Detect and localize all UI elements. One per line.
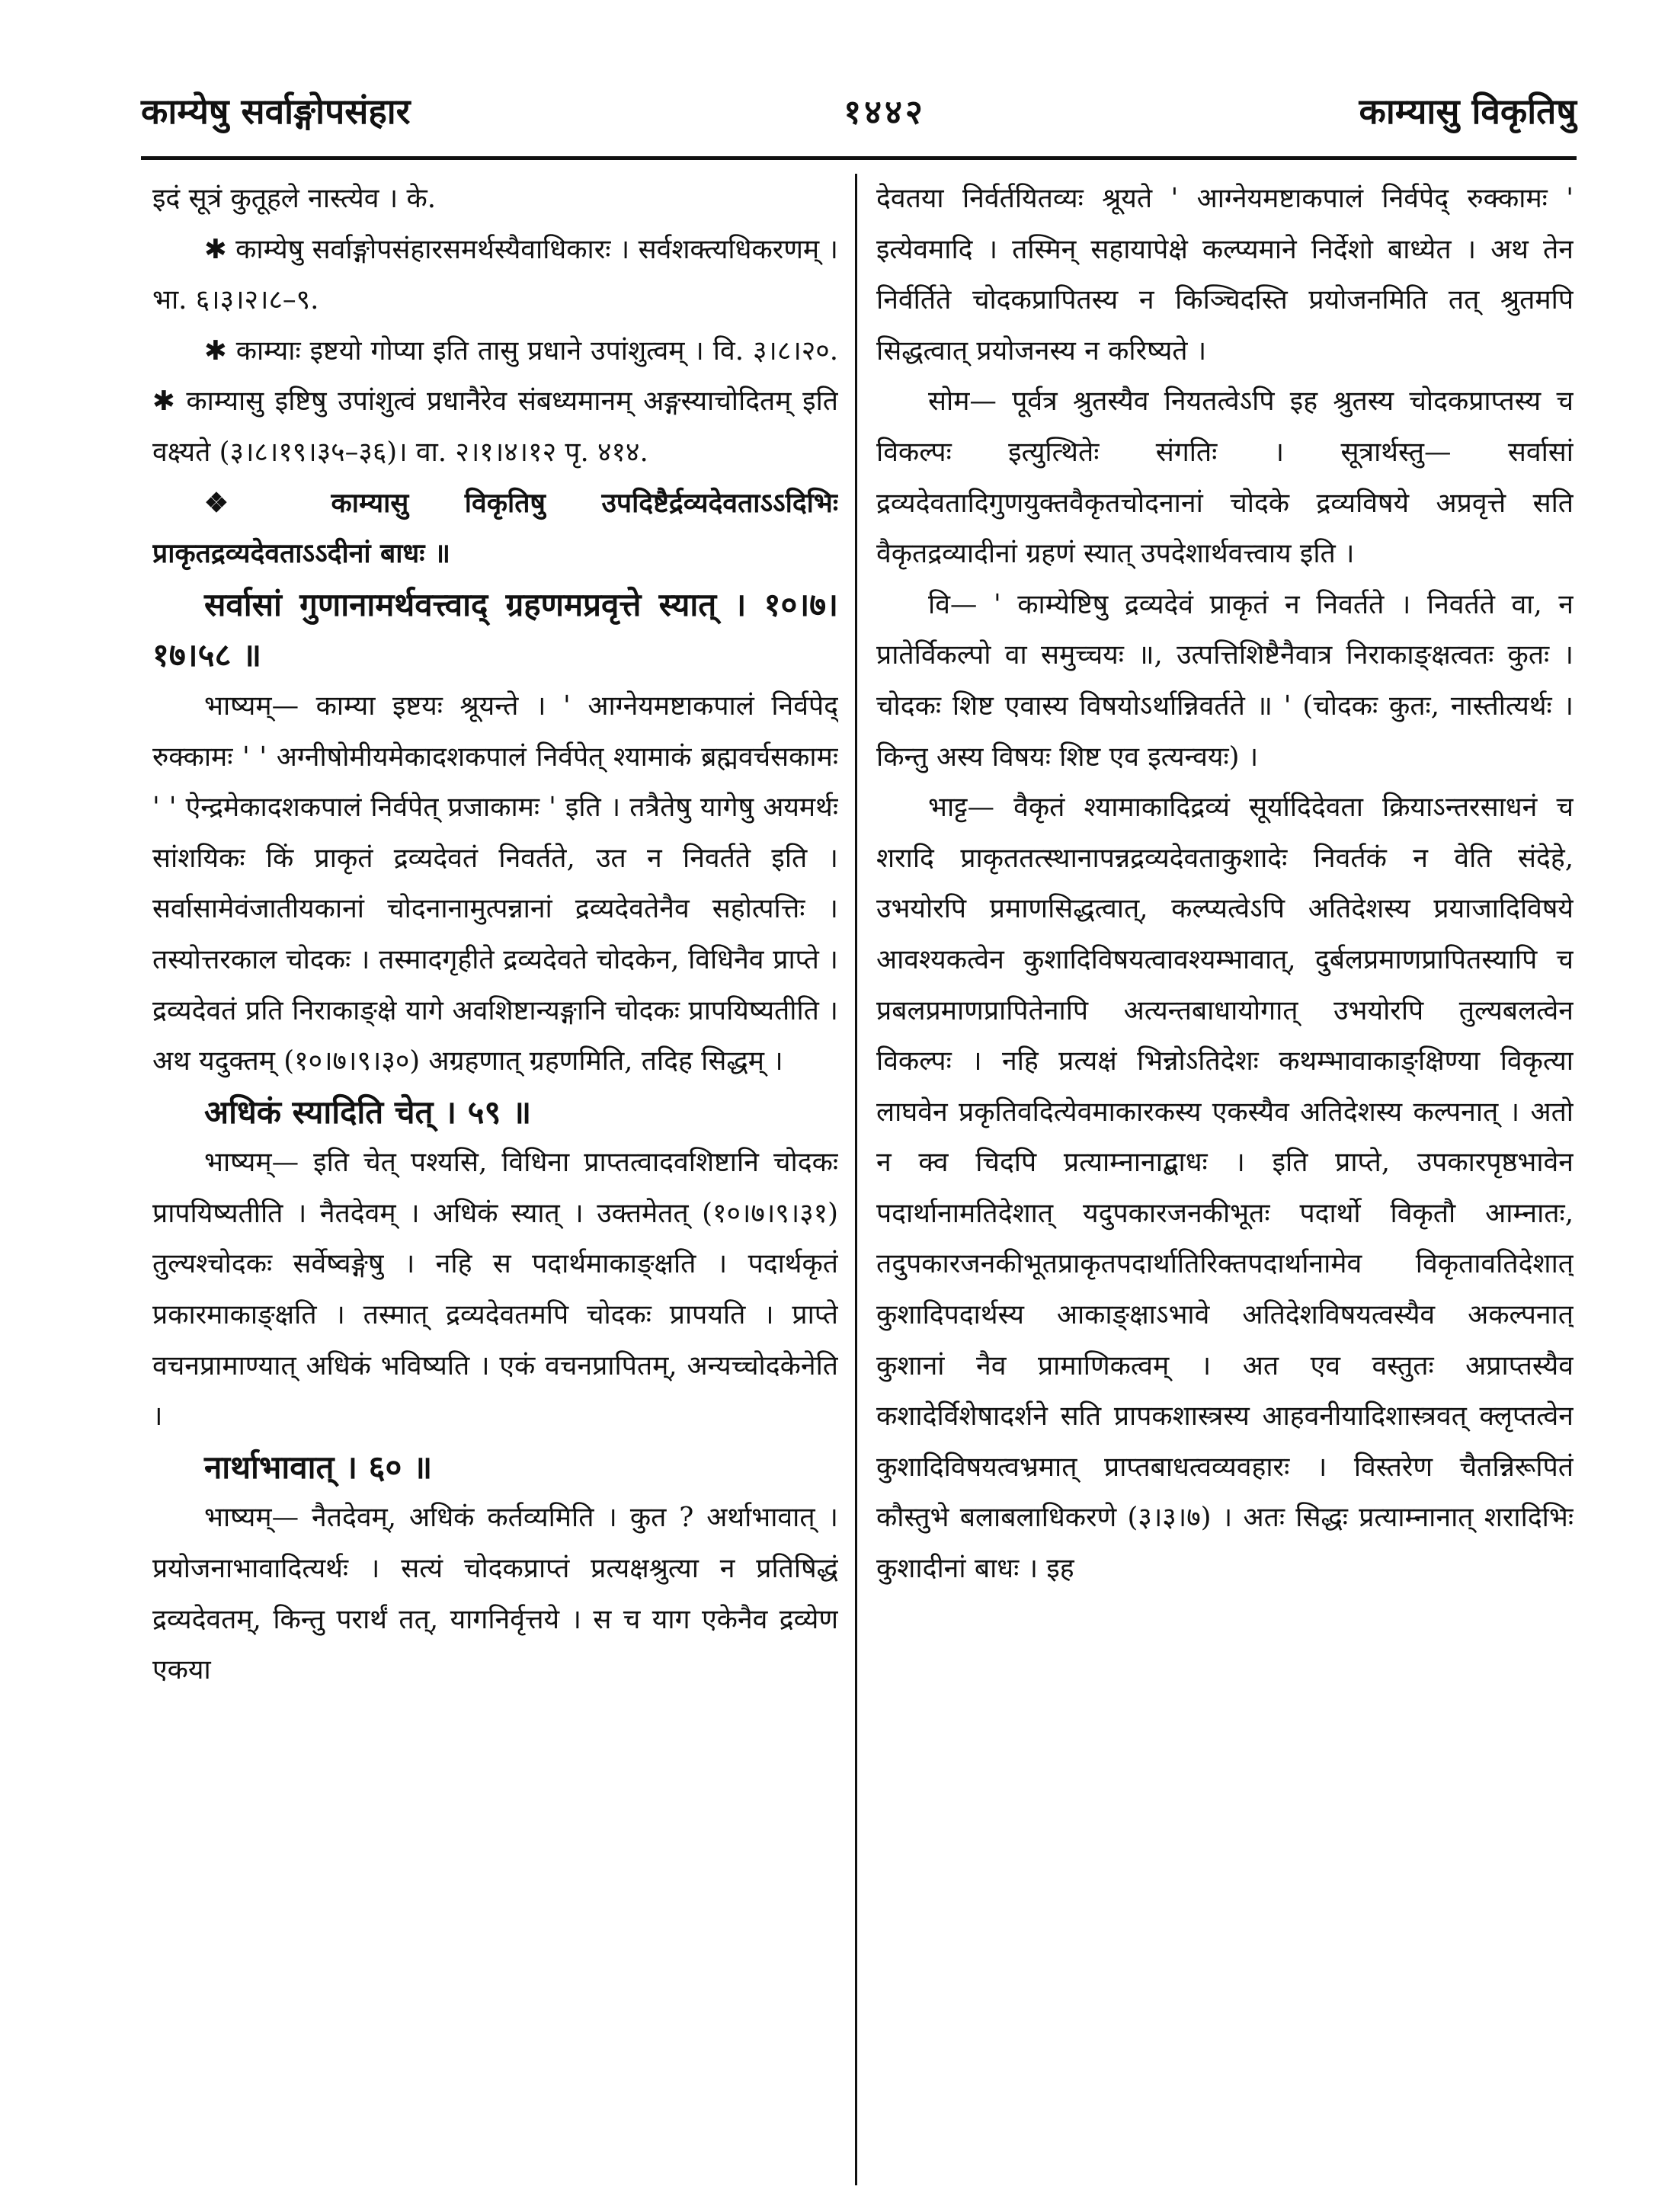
column-divider (855, 174, 857, 2185)
sutra: अधिकं स्यादिति चेत् । ५९ ॥ (204, 1093, 532, 1131)
page-number: १४४२ (844, 93, 926, 132)
adhikarana-heading: ❖ काम्यासु विकृतिषु उपदिष्टैर्द्रव्यदेवताऽऽदिभिः प्राकृतद्रव्यदेवताऽऽदीनां बाधः ॥ (152, 487, 838, 570)
bhashya: भाष्यम्— काम्या इष्टयः श्रूयन्ते । ' आग्नेयमष्टाकपालं निर्वपेद् रुक्कामः ' ' अग्नीषोमीयमेकादशकपालं निर्वपेत् श्यामाकं ब्रह्मवर्चसकामः ' ' ऐन्द्रमेकादशकपालं निर्वपेत् प्रजाकामः ' इति । तत्रैतेषु यागेषु अयमर्थः सांशयिकः किं प्राकृतं द्रव्यदेवतं निवर्तते, उत न निवर्तते इति । सर्वासामेवंजातीयकानां चोदनानामुत्पन्नानां द्रव्यदेवतेनैव सहोत्पत्तिः । तस्योत्तरकाल चोदकः । तस्मादगृहीते द्रव्यदेवते चोदकेन, विधिनैव प्राप्ते । द्रव्यदेवतं प्रति निराकाङ्क्षे यागे अवशिष्टान्यङ्गानि चोदकः प्रापयिष्यतीति । अथ यदुक्तम् (१०।७।९।३०) अग्रहणात् ग्रहणमिति, तदिह सिद्धम् । (152, 690, 838, 1077)
commentary-bhatta: भाट्ट— वैकृतं श्यामाकादिद्रव्यं सूर्यादिदेवता क्रियाऽन्तरसाधनं च शरादि प्राकृततत्स्थानापन्नद्रव्यदेवताकुशादेः निवर्तकं न वेति संदेहे, उभयोरपि प्रमाणसिद्धत्वात्, कल्प्यत्वेऽपि अतिदेशस्य प्रयाजादिविषये आवश्यकत्वेन कुशादिविषयत्वावश्यम्भावात्, दुर्बलप्रमाणप्रापितस्यापि च प्रबलप्रमाणप्रापितेनापि अत्यन्तबाधायोगात् उभयोरपि तुल्यबलत्वेन विकल्पः । नहि प्रत्यक्षं भिन्नोऽतिदेशः कथम्भावाकाङ्क्षिण्या विकृत्या लाघवेन प्रकृतिवदित्येवमाकारकस्य एकस्यैव अतिदेशस्य कल्पनात् । अतो न क्व चिदपि प्रत्याम्नानाद्बाधः । इति प्राप्ते, उपकारपृष्ठभावेन पदार्थानामतिदेशात् यदुपकारजनकीभूतः पदार्थो विकृतौ आम्नातः, तदुपकारजनकीभूतप्राकृतपदार्थातिरिक्तपदार्थानामेव विकृतावतिदेशात् कुशादिपदार्थस्य आकाङ्क्षाऽभावे अतिदेशविषयत्वस्यैव अकल्पनात् कुशानां नैव प्रामाणिकत्वम् । अत एव वस्तुतः अप्राप्तस्यैव कशादेर्विशेषादर्शने सति प्रापकशास्त्रस्य आहवनीयादिशास्त्रवत् क्लृप्तत्वेन कुशादिविषयत्वभ्रमात् प्राप्तबाधत्वव्यवहारः । विस्तरेण चैतन्निरूपितं कौस्तुभे बलाबलाधिकरणे (३।३।७) । अतः सिद्धः प्रत्याम्नानात् शरादिभिः कुशादीनां बाधः । इह (876, 792, 1574, 1585)
bhashya: भाष्यम्— नैतदेवम्, अधिकं कर्तव्यमिति । कुत ? अर्थाभावात् । प्रयोजनाभावादित्यर्थः । सत्यं चोदकप्राप्तं प्रत्यक्षश्रुत्या न प्रतिषिद्धं द्रव्यदेवतम्, किन्तु परार्थं तत्, यागनिर्वृत्तये । स च याग एकेनैव द्रव्येण एकया (152, 1502, 838, 1686)
header-rule (141, 156, 1577, 160)
commentary-soma: सोम— पूर्वत्र श्रुतस्यैव नियतत्वेऽपि इह श्रुतस्य चोदकप्राप्तस्य च विकल्पः इत्युत्थितेः संगतिः । सूत्रार्थस्तु— सर्वासां द्रव्यदेवतादिगुणयुक्तवैकृतचोदनानां चोदके द्रव्यविषये अप्रवृत्ते सति वैकृतद्रव्यादीनां ग्रहणं स्यात् उपदेशार्थवत्त्वाय इति । (876, 386, 1574, 570)
bhashya: भाष्यम्— इति चेत् पश्यसि, विधिना प्राप्तत्वादवशिष्टानि चोदकः प्रापयिष्यतीति । नैतदेवम् । अधिकं स्यात् । उक्तमेतत् (१०।७।९।३१) तुल्यश्चोदकः सर्वेष्वङ्गेषु । नहि स पदार्थमाकाङ्क्षति । पदार्थकृतं प्रकारमाकाङ्क्षति । तस्मात् द्रव्यदेवतमपि चोदकः प्रापयति । प्राप्ते वचनप्रामाण्यात् अधिकं भविष्यति । एकं वचनप्रापितम्, अन्यच्चोदकेनेति । (152, 1147, 838, 1433)
paragraph: देवतया निर्वर्तयितव्यः श्रूयते ' आग्नेयमष्टाकपालं निर्वपेद् रुक्कामः ' इत्येवमादि । तस्मिन् सहायापेक्षे कल्प्यमाने निर्देशो बाध्येत । अथ तेन निर्वर्तिते चोदकप्रापितस्य न किञ्चिदस्ति प्रयोजनमिति तत् श्रुतमपि सिद्धत्वात् प्रयोजनस्य न करिष्यते । (876, 183, 1574, 367)
right-column (876, 174, 1574, 2178)
running-title-right: काम्यासु विकृतिषु (1359, 91, 1577, 132)
left-column (152, 174, 838, 2178)
page-header (141, 72, 1577, 149)
running-title-left: काम्येषु सर्वाङ्गोपसंहार (141, 91, 411, 132)
cross-reference: ✱ काम्येषु सर्वाङ्गोपसंहारसमर्थस्यैवाधिकारः । सर्वशक्त्यधिकरणम् । भा. ६।३।२।८–९. (152, 233, 838, 316)
cross-reference: ✱ काम्याः इष्टयो गोप्या इति तासु प्रधाने उपांशुत्वम् । वि. ३।८।२०. ✱ काम्यासु इष्टिषु उपांशुत्वं प्रधानैरेव संबध्यमानम् अङ्गस्याचोदितम् इति वक्ष्यते (३।८।१९।३५–३६)। वा. २।१।४।१२ पृ. ४१४. (152, 335, 838, 468)
paragraph: इदं सूत्रं कुतूहले नास्त्येव । के. (152, 183, 437, 214)
sutra: नार्थाभावात् । ६० ॥ (204, 1448, 433, 1486)
commentary-vi: वि— ' काम्येष्टिषु द्रव्यदेवं प्राकृतं न निवर्तते । निवर्तते वा, न प्रातेर्विकल्पो वा समुच्चयः ॥, उत्पत्तिशिष्टैनैवात्र निराकाङ्क्षत्वतः कुतः । चोदकः शिष्ट एवास्य विषयोऽर्थान्निवर्तते ॥ ' (चोदकः कुतः, नास्तीत्यर्थः । किन्तु अस्य विषयः शिष्ट एव इत्यन्वयः) । (876, 588, 1574, 773)
sutra: सर्वासां गुणानामर्थवत्त्वाद् ग्रहणमप्रवृत्ते स्यात् । १०।७।१७।५८ ॥ (152, 585, 838, 674)
